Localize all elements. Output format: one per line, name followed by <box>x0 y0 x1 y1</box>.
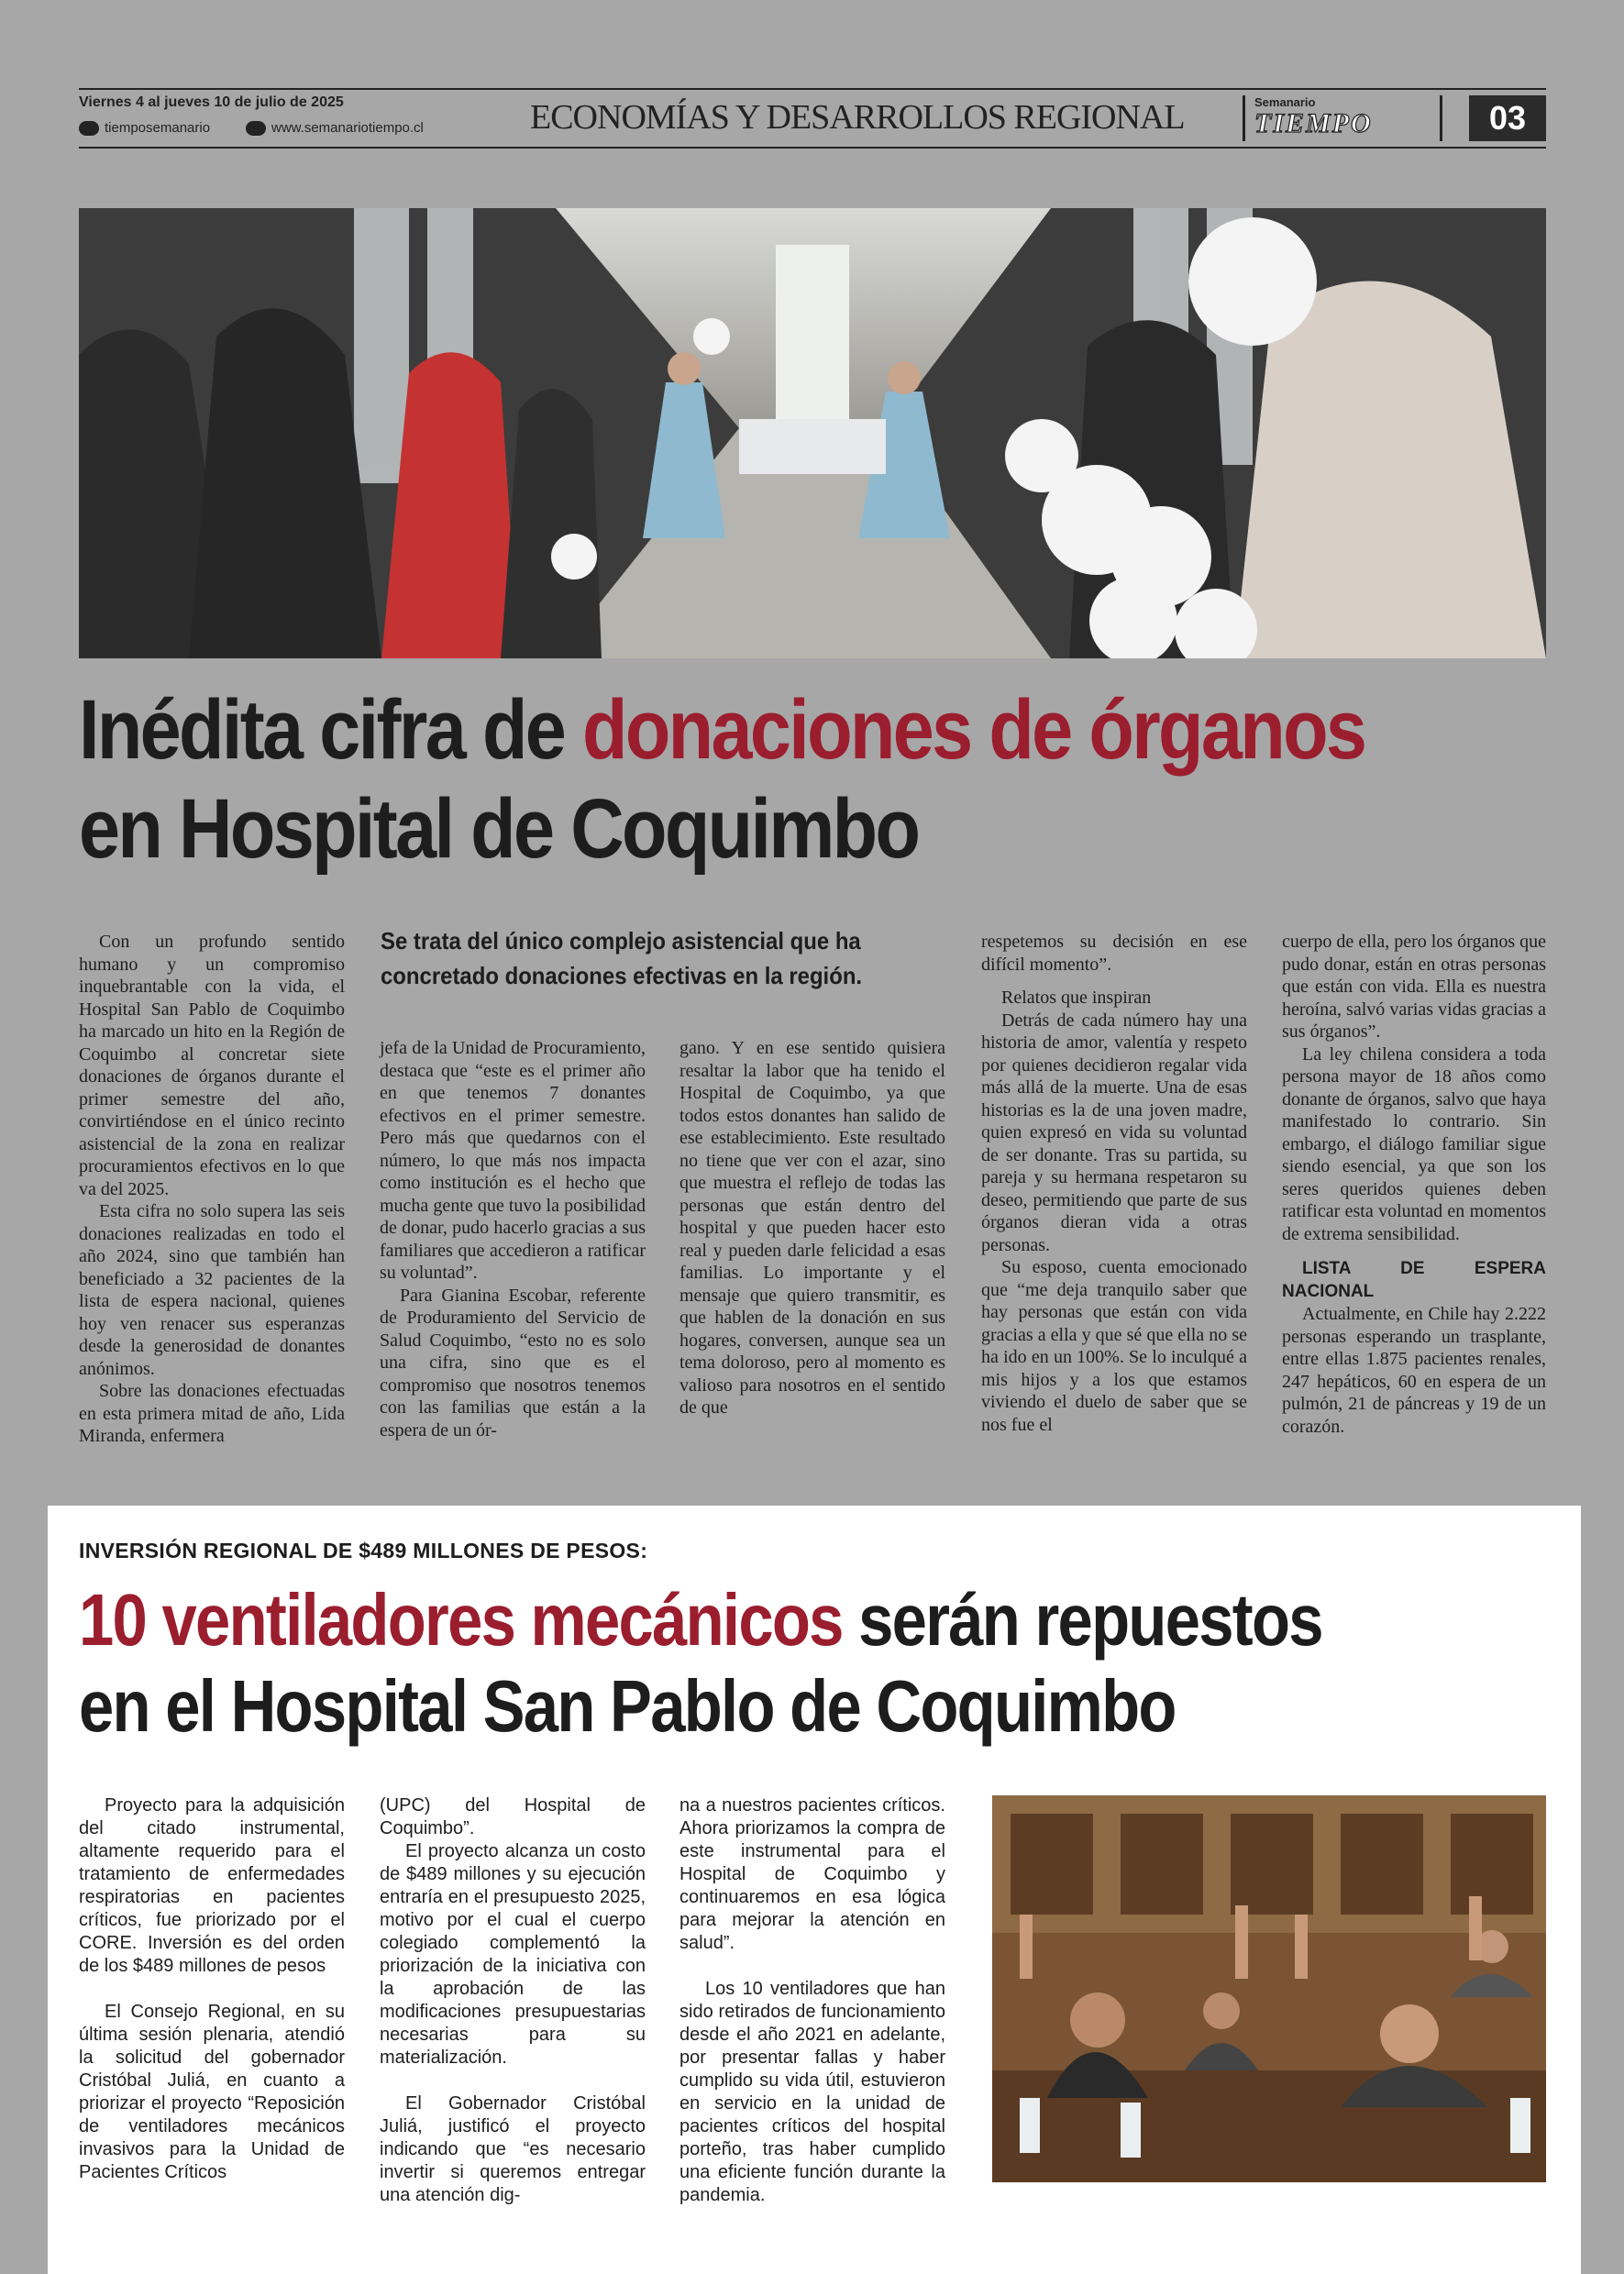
social-handle[interactable] <box>79 120 210 136</box>
issue-date: Viernes 4 al jueves 10 de julio de 2025 <box>79 94 344 110</box>
story2-column-2 <box>380 1794 646 2207</box>
header-top-rule <box>79 88 1546 90</box>
paragraph: Su esposo, cuenta emocionado que “me deja tranquilo saber que hay personas que están con vida gracias a ella y que sé que ella no se ha ido en un 100%. Se lo inculqué a mis hijos y a los que estamos viviendo el duelo de saber que se nos fue el <box>981 1257 1247 1435</box>
paragraph: Detrás de cada número hay una historia de amor, valentía y respeto por quienes decidieron regalar vida más allá de la muerte. Una de esas historias es la de una joven madre, quien expresó en vida su voluntad de ser donante. Tras su partida, su pareja y su hermana respetaron su deseo, permitiendo que parte de sus órganos dieran vida a otras personas. <box>981 1010 1247 1255</box>
subhead-relatos: Relatos que inspiran <box>1001 988 1152 1008</box>
story2-column-1 <box>79 1794 345 2184</box>
paragraph: respetemos su decisión en ese difícil momento”. <box>981 932 1247 975</box>
paragraph: cuerpo de ella, pero los órganos que pudo donar, están en otras personas que están con vida. Ella es nuestra heroína, salvó varias vidas gracias a sus órganos”. <box>1282 932 1546 1042</box>
paragraph: Actualmente, en Chile hay 2.222 personas esperando un trasplante, entre ellas 1.875 pacientes renales, 247 hepáticos, 60 en espera de un pulmón, 21 de páncreas y 19 de un corazón. <box>1282 1304 1546 1437</box>
header-bottom-rule <box>79 147 1546 149</box>
headline-highlight: 10 ventiladores mecánicos <box>79 1579 843 1661</box>
paragraph: Los 10 ventiladores que han sido retirados de funcionamiento desde el año 2021 en adelante, por presentar fallas y haber cumplido su vida útil, estuvieron en servicio en la unidad de pacientes críticos del hospital porteño, tras haber cumplido una eficiente función durante la pandemia. <box>679 1979 945 2205</box>
paragraph: jefa de la Unidad de Procuramiento, destaca que “este es el primer año en que tenemos 7 donantes efectivos en el primer semestre. Pero más que quedarnos con el número, lo que más nos impacta como institución es el hecho que mucha gente que tuvo la posibilidad de donar, pudo hacerlo gracias a sus familiares que accedieron a ratificar su voluntad”. <box>380 1038 646 1283</box>
story1-column-3 <box>679 1037 945 1419</box>
paragraph: Sobre las donaciones efectuadas en esta primera mitad de año, Lida Miranda, enfermera <box>79 1381 345 1446</box>
story2-kicker: INVERSIÓN REGIONAL DE $489 MILLONES DE PESOS: <box>79 1539 648 1562</box>
page-number: 03 <box>1469 95 1546 141</box>
paragraph: Proyecto para la adquisición del citado instrumental, altamente requerido para el tratamiento de enfermedades respiratorias en pacientes críticos, fue priorizado por el CORE. Inversión es del orden de los $489 millones de pesos <box>79 1795 345 1976</box>
facebook-icon <box>79 121 99 136</box>
masthead-divider <box>1243 95 1245 141</box>
council-photo <box>992 1795 1546 2182</box>
website-text: www.semanariotiempo.cl <box>271 120 424 136</box>
story1-column-1 <box>79 931 345 1448</box>
paragraph: El Consejo Regional, en su última sesión plenaria, atendió la solicitud del gobernador Cristóbal Juliá, en cuanto a priorizar el proyecto “Reposición de ventiladores mecánicos invasivos para la Unidad de Pacientes Críticos <box>79 2002 345 2182</box>
globe-icon <box>246 121 266 136</box>
masthead-label: Semanario <box>1254 95 1316 109</box>
paragraph: El Gobernador Cristóbal Juliá, justificó el proyecto indicando que “es necesario invertir si queremos entregar una atención dig- <box>380 2093 646 2205</box>
paragraph: (UPC) del Hospital de Coquimbo”. <box>380 1795 646 1838</box>
story1-column-2 <box>380 1037 646 1441</box>
paragraph: na a nuestros pacientes críticos. Ahora priorizamos la compra de este instrumental para el Hospital de Coquimbo y continuaremos en esa lógica para mejorar la atención en salud”. <box>679 1795 945 1953</box>
paragraph: La ley chilena considera a toda persona mayor de 18 años como donante de órganos, salvo que haya manifestado lo contrario. Sin embargo, el diálogo familiar sigue siendo esencial, ya que son los seres queridos quienes deben ratificar esta voluntad en momentos de extrema sensibilidad. <box>1282 1043 1546 1244</box>
masthead-logo: TIEMPO <box>1254 108 1373 138</box>
headline-highlight: donaciones de órganos <box>582 683 1365 777</box>
council-session-image <box>992 1795 1546 2182</box>
story1-column-5 <box>1282 931 1546 1438</box>
paragraph: El proyecto alcanza un costo de $489 millones y su ejecución entraría en el presupuesto 2025, motivo por el cual el cuerpo colegiado complementó la priorización de la iniciativa con la aprobación de las modificaciones presupuestarias necesarias para su materialización. <box>380 1841 646 2068</box>
story2-column-3 <box>679 1794 945 2207</box>
headline-part: serán repuestos <box>842 1579 1322 1661</box>
headline-part: en Hospital de Coquimbo <box>79 782 919 876</box>
paragraph: Con un profundo sentido humano y un compromiso inquebrantable con la vida, el Hospital San Pablo de Coquimbo ha marcado un hito en la Región de Coquimbo al concretar siete donaciones de órganos durante el primer semestre del año, convirtiéndose en el único recinto asistencial de la zona en realizar procuramientos efectivos en lo que va del 2025. <box>79 932 345 1199</box>
paragraph: gano. Y en ese sentido quisiera resaltar la labor que ha tenido el Hospital de Coquimbo, ya que todos estos donantes han salido de ese establecimiento. Este resultado no tiene que ver con el azar, sino que muestra el reflejo de todas las personas que están dentro del hospital y que pueden hacer esto real y pueden darle felicidad a esas familias. Lo importante y el mensaje que quiero transmitir, es que hablen de la donación en sus hogares, conversen, aunque sea un tema doloroso, pero al momento es valioso para nosotros en el sentido de que <box>679 1038 945 1418</box>
subhead-lista-espera: LISTA DE ESPERA NACIONAL <box>1282 1259 1546 1301</box>
story1-column-4 <box>981 931 1247 1436</box>
deck-subtitle: Se trata del único complejo asistencial que ha concretado donaciones efectivas en la región. <box>381 927 863 989</box>
social-handle-text: tiemposemanario <box>105 120 211 136</box>
section-title: ECONOMÍAS Y DESARROLLOS REGIONAL <box>530 98 1185 137</box>
paragraph: Para Gianina Escobar, referente de Produramiento del Servicio de Salud Coquimbo, “esto no es solo una cifra, sino que es el compromiso que nosotros tenemos con las familias que están a la espera de un ór- <box>380 1285 646 1441</box>
masthead-divider <box>1440 95 1442 141</box>
story2-headline <box>79 1577 1420 1750</box>
headline <box>79 680 1386 878</box>
headline-part: Inédita cifra de <box>79 683 583 777</box>
website-link[interactable] <box>246 120 424 136</box>
headline-part: en el Hospital San Pablo de Coquimbo <box>79 1665 1176 1747</box>
paragraph: Esta cifra no solo supera las seis donaciones realizadas en todo el año 2024, sino que también han beneficiado a 32 pacientes de la lista de espera nacional, quienes hoy ven renacer sus esperanzas desde la generosidad de donantes anónimos. <box>79 1201 345 1379</box>
hospital-corridor-image <box>79 208 1546 658</box>
hero-photo <box>79 208 1546 658</box>
